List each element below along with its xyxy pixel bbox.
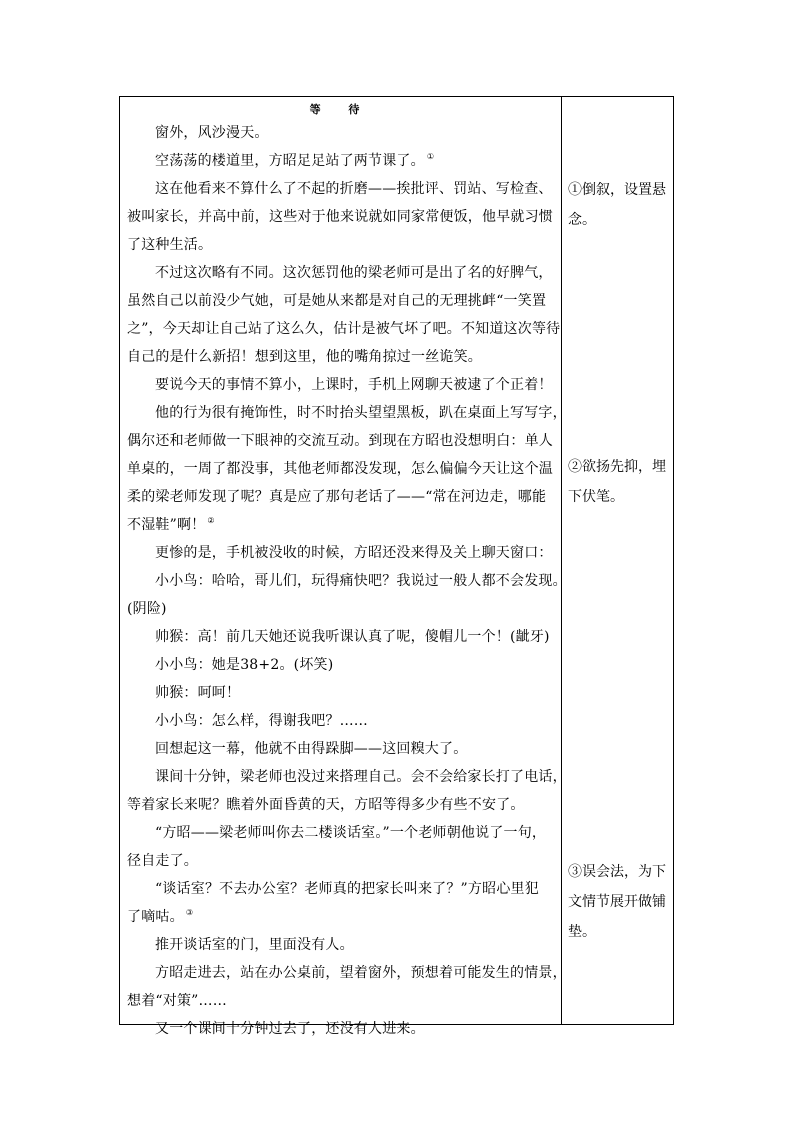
line-text: 偶尔还和老师做一下眼神的交流互动。到现在方昭也没想明白：单人 (127, 433, 553, 449)
text-line (127, 119, 553, 147)
line-text: 空荡荡的楼道里，方昭足足站了两节课了。 (155, 153, 425, 169)
line-text: (阴险) (127, 601, 167, 617)
text-line (127, 959, 567, 987)
line-text: 单桌的，一周了都没事，其他老师都没发现，怎么偏偏今天让这个温 (127, 461, 553, 477)
line-text: 不过这次略有不同。这次惩罚他的梁老师可是出了名的好脾气， (155, 265, 553, 281)
text-line (127, 371, 553, 399)
text-line (127, 679, 553, 707)
text-line (127, 399, 567, 427)
paragraph (127, 651, 553, 679)
line-text: 又一个课间十分钟过去了，还没有人进来。 (155, 1021, 425, 1037)
paragraph (127, 371, 553, 399)
paragraph (127, 707, 553, 735)
text-line (127, 231, 553, 259)
text-line (127, 1015, 553, 1043)
line-text: 了这种生活。 (127, 237, 213, 253)
paragraph (127, 175, 553, 259)
paragraph (127, 931, 553, 959)
text-line (127, 903, 553, 931)
line-text: 之”，今天却让自己站了这么久，估计是被气坏了吧。不知道这次等待 (127, 321, 561, 337)
text-line (127, 315, 561, 343)
text-line (127, 427, 553, 455)
text-line (127, 595, 553, 623)
annotation-marker: ① (426, 152, 435, 161)
story-text (127, 119, 567, 1043)
paragraph (127, 119, 553, 147)
text-line (127, 763, 567, 791)
text-line (127, 343, 553, 371)
note-2: ②欲扬先抑，埋下伏笔。 (568, 459, 666, 505)
line-text: 等着家长来呢？瞧着外面昏黄的天，方昭等得多少有些不安了。 (127, 797, 525, 813)
text-line (127, 175, 553, 203)
paragraph (127, 1015, 553, 1043)
paragraph (127, 399, 567, 539)
line-text: “谈话室？不去办公室？老师真的把家长叫来了？”方昭心里犯 (155, 881, 539, 897)
note-1: ①倒叙，设置悬念。 (568, 182, 666, 228)
line-text: “方昭——梁老师叫你去二楼谈话室。”一个老师朝他说了一句， (155, 825, 547, 841)
paragraph (127, 819, 553, 875)
text-line (127, 287, 553, 315)
paragraph (127, 875, 553, 931)
paragraph (127, 567, 567, 623)
paragraph (127, 623, 553, 651)
text-line (127, 875, 553, 903)
line-text: 小小鸟：哈哈，哥儿们，玩得痛快吧？我说过一般人都不会发现。 (155, 573, 567, 589)
text-line (127, 147, 553, 175)
paragraph (127, 959, 567, 1015)
text-line (127, 791, 553, 819)
story-title: 等 待 (309, 103, 372, 116)
line-text: 不湿鞋”啊！ (127, 517, 206, 533)
line-text: 他的行为很有掩饰性，时不时抬头望望黑板，趴在桌面上写写字， (155, 405, 567, 421)
note-3: ③误会法，为下文情节展开做铺垫。 (568, 864, 666, 940)
paragraph (127, 539, 553, 567)
paragraph (127, 679, 553, 707)
column-divider (561, 97, 562, 1024)
text-line (127, 735, 553, 763)
text-line (127, 455, 553, 483)
text-line (127, 651, 553, 679)
paragraph (127, 259, 561, 371)
paragraph (127, 763, 567, 819)
line-text: 课间十分钟，梁老师也没过来搭理自己。会不会给家长打了电话， (155, 769, 567, 785)
line-text: 了嘀咕。 (127, 909, 184, 925)
line-text: 帅猴：高！前几天她还说我听课认真了呢，傻帽儿一个！(龇牙) (155, 629, 550, 645)
text-line (127, 987, 553, 1015)
line-text: 小小鸟：她是38+2。(坏笑) (155, 657, 334, 673)
paragraph (127, 735, 553, 763)
annotation-marker: ③ (185, 908, 194, 917)
text-line (127, 819, 553, 847)
line-text: 被叫家长，并高中前，这些对于他来说就如同家常便饭，他早就习惯 (127, 209, 553, 225)
line-text: 小小鸟：怎么样，得谢我吧？…… (155, 713, 368, 729)
line-text: 更惨的是，手机被没收的时候，方昭还没来得及关上聊天窗口： (155, 545, 553, 561)
line-text: 要说今天的事情不算小，上课时，手机上网聊天被逮了个正着！ (155, 377, 553, 393)
line-text: 想着“对策”…… (127, 993, 227, 1009)
line-text: 虽然自己以前没少气她，可是她从来都是对自己的无理挑衅“一笑置 (127, 293, 547, 309)
paragraph (127, 147, 553, 175)
text-line (127, 203, 553, 231)
line-text: 回想起这一幕，他就不由得跺脚——这回糗大了。 (155, 741, 468, 757)
text-line (127, 567, 567, 595)
line-text: 这在他看来不算什么了不起的折磨——挨批评、罚站、写检查、 (155, 181, 553, 197)
line-text: 自己的是什么新招！想到这里，他的嘴角掠过一丝诡笑。 (127, 349, 482, 365)
line-text: 窗外，风沙漫天。 (155, 125, 269, 141)
line-text: 帅猴：呵呵！ (155, 685, 241, 701)
text-line (127, 623, 553, 651)
text-line (127, 511, 553, 539)
line-text: 柔的梁老师发现了呢？真是应了那句老话了——“常在河边走，哪能 (127, 489, 547, 505)
line-text: 方昭走进去，站在办公桌前，望着窗外，预想着可能发生的情景， (155, 965, 567, 981)
annotation-table (119, 96, 674, 1037)
annotation-marker: ② (207, 516, 215, 525)
text-line (127, 847, 553, 875)
text-line (127, 539, 553, 567)
text-line (127, 931, 553, 959)
text-line (127, 707, 553, 735)
text-line (127, 259, 553, 287)
line-text: 径自走了。 (127, 853, 198, 869)
line-text: 推开谈话室的门，里面没有人。 (155, 937, 354, 953)
text-line (127, 483, 553, 511)
